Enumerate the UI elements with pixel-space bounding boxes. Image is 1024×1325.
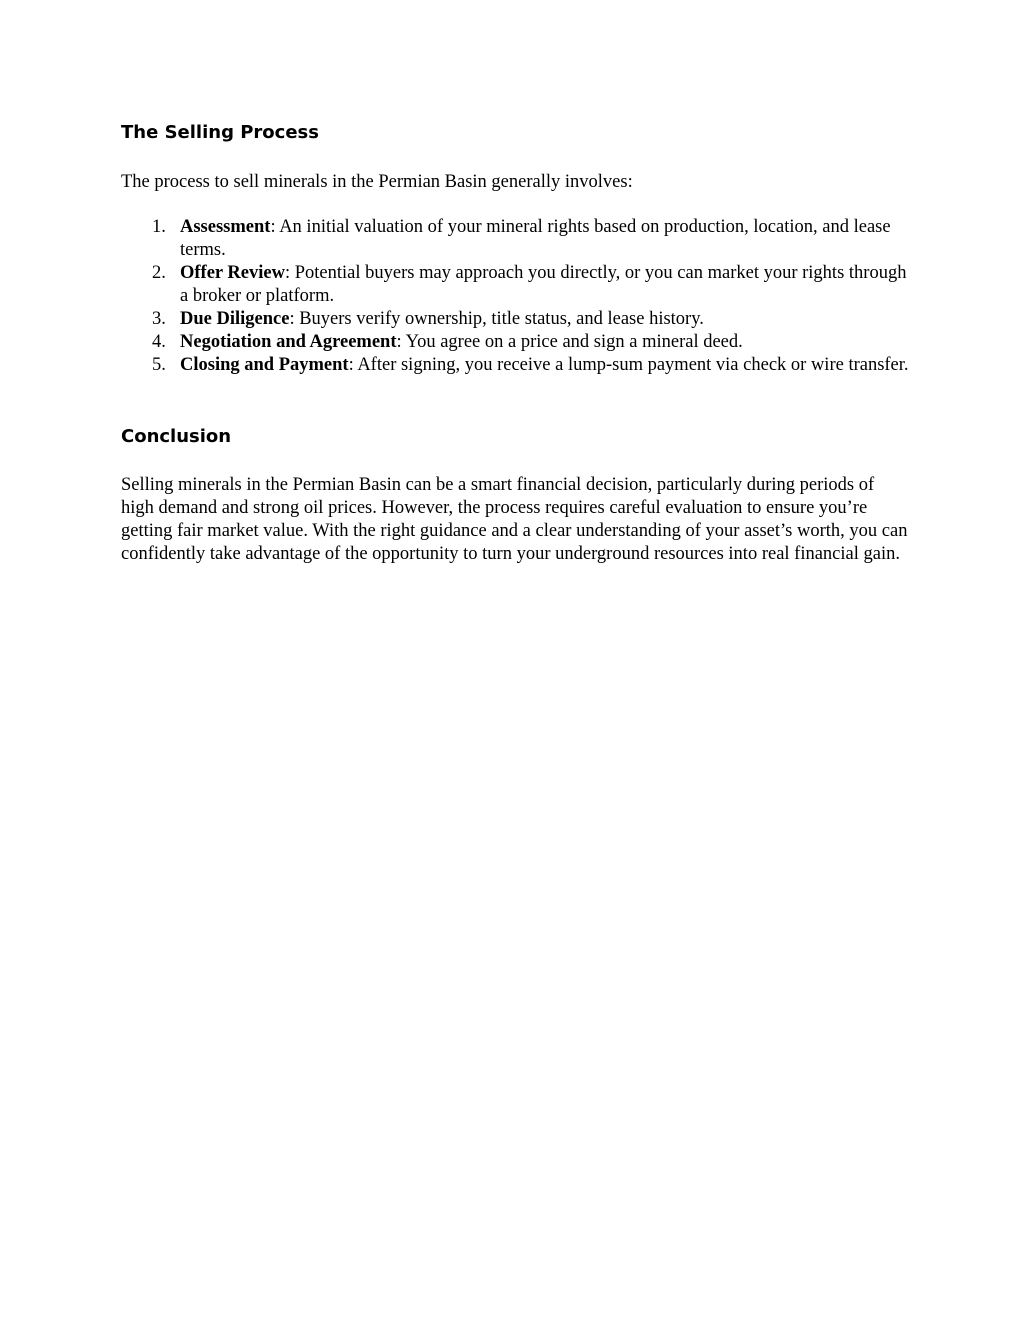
step-term: Negotiation and Agreement: [180, 332, 397, 352]
step-description: : You agree on a price and sign a mineral deed.: [396, 332, 743, 352]
step-term: Closing and Payment: [180, 355, 349, 375]
step-term: Due Diligence: [180, 309, 290, 329]
step-description: : Potential buyers may approach you directly, or you can market your rights through a broker or platform.: [180, 263, 907, 306]
step-item-assessment: [121, 216, 911, 262]
step-number: 4.: [152, 332, 166, 352]
selling-process-intro: The process to sell minerals in the Permian Basin generally involves:: [121, 172, 633, 192]
selling-steps-list: [121, 216, 911, 377]
step-number: 3.: [152, 309, 166, 329]
step-number: 1.: [152, 217, 166, 237]
step-term: Assessment: [180, 217, 271, 237]
conclusion-heading: Conclusion: [121, 426, 232, 447]
step-description: : An initial valuation of your mineral rights based on production, location, and lease terms.: [180, 217, 891, 260]
selling-process-heading: The Selling Process: [121, 122, 319, 143]
step-number: 2.: [152, 263, 166, 283]
step-item-closing: [121, 354, 911, 377]
step-item-due-diligence: [121, 308, 911, 331]
step-item-offer-review: [121, 262, 911, 308]
conclusion-paragraph: Selling minerals in the Permian Basin can be a smart financial decision, particularly during periods of high demand and strong oil prices. However, the process requires careful evaluation to ensure you’re getting fair market value. With the right guidance and a clear understanding of your asset’s worth, you can confidently take advantage of the opportunity to turn your underground resources into real financial gain.: [121, 475, 908, 564]
step-description: : After signing, you receive a lump-sum payment via check or wire transfer.: [348, 355, 909, 375]
step-number: 5.: [152, 355, 166, 375]
step-item-negotiation: [121, 331, 911, 354]
step-description: : Buyers verify ownership, title status, and lease history.: [289, 309, 704, 329]
step-term: Offer Review: [180, 263, 285, 283]
